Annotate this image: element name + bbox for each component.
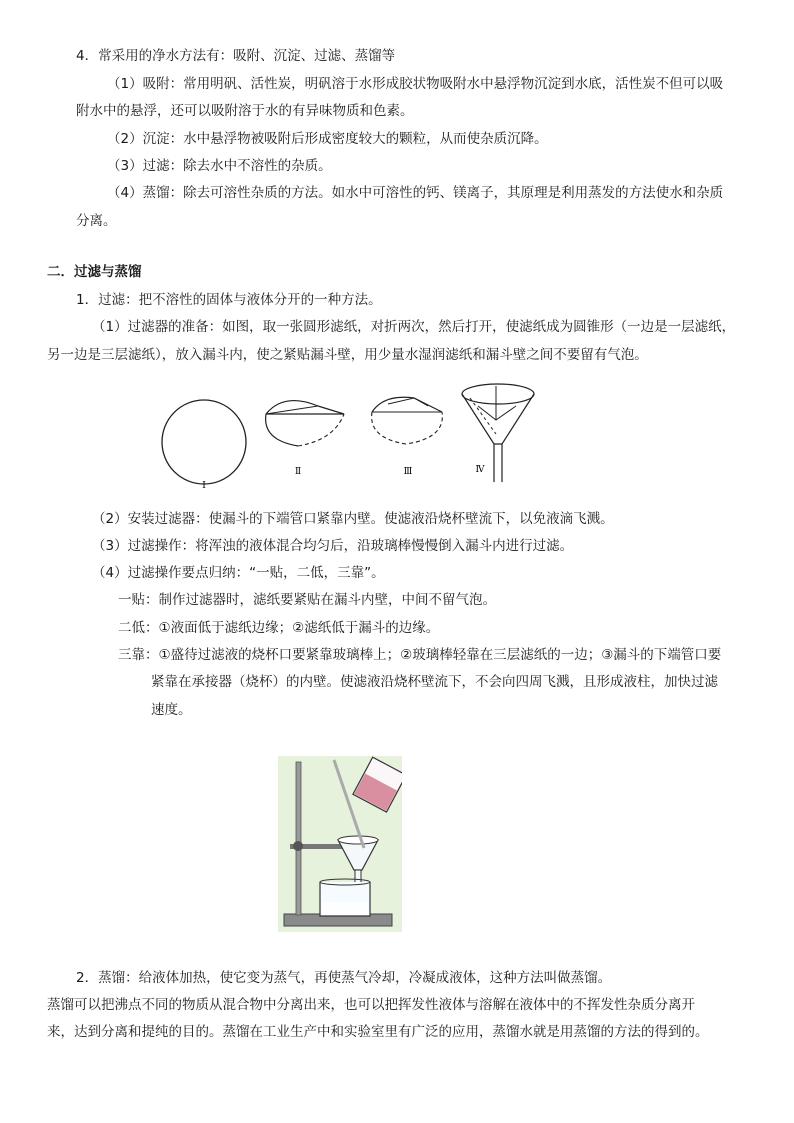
filtration-text: （3）过滤：除去水中不溶性的杂质。	[107, 158, 332, 174]
filtration-definition: 1．过滤：把不溶性的固体与液体分开的一种方法。	[76, 292, 382, 308]
distillation-line1: （4）蒸馏：除去可溶性杂质的方法。如水中可溶性的钙、镁离子，其原理是利用蒸发的方法使水和杂质	[107, 185, 724, 201]
distillation-definition: 2．蒸馏：给液体加热，使它变为蒸气，再使蒸气冷却，冷凝成液体，这种方法叫做蒸馏。	[76, 970, 612, 986]
install-filter-text: （2）安装过滤器：使漏斗的下端管口紧靠内壁。使滤液沿烧杯壁流下，以免液滴飞溅。	[92, 511, 614, 527]
figure-label-4: Ⅳ	[475, 465, 485, 475]
filter-summary-text: （4）过滤操作要点归纳：“一贴，二低，三靠”。	[92, 565, 385, 581]
yitie-text: 一贴：制作过滤器时，滤纸要紧贴在漏斗内壁，中间不留气泡。	[118, 592, 496, 608]
quarter-fold-paper	[372, 397, 443, 444]
distillation-para-line2: 来，达到分离和提纯的目的。蒸馏在工业生产中和实验室里有广泛的应用，蒸馏水就是用蒸馏的方法的得到的。	[47, 1024, 709, 1040]
adsorption-line1: （1）吸附：常用明矾、活性炭，明矾溶于水形成胶状物吸附水中悬浮物沉淀到水底，活性炭不但可以吸	[107, 76, 724, 92]
filter-prep-line1: （1）过滤器的准备：如图，取一张圆形滤纸，对折两次，然后打开，使滤纸成为圆锥形（一边是一层滤纸，	[92, 319, 736, 335]
section4-heading: 4．常采用的净水方法有：吸附、沉淀、过滤、蒸馏等	[76, 48, 396, 64]
erdi-text: 二低：①液面低于滤纸边缘；②滤纸低于漏斗的边缘。	[118, 620, 440, 636]
figure-label-3: Ⅲ	[403, 467, 413, 477]
sankao-line3: 速度。	[151, 702, 192, 718]
filtration-apparatus-figure	[278, 756, 402, 932]
stand-rod	[296, 762, 301, 915]
distillation-para-line1: 蒸馏可以把沸点不同的物质从混合物中分离出来，也可以把挥发性液体与溶解在液体中的不挥发性杂质分离开	[47, 997, 695, 1013]
funnel-with-paper	[462, 384, 534, 482]
sedimentation-text: （2）沉淀：水中悬浮物被吸附后形成密度较大的颗粒，从而使杂质沉降。	[107, 131, 548, 147]
filter-prep-line2: 另一边是三层滤纸），放入漏斗内，使之紧贴漏斗壁，用少量水湿润滤纸和漏斗壁之间不要留有气泡。	[47, 347, 648, 363]
clamp-knob	[293, 841, 303, 851]
folded-half-paper	[266, 401, 344, 446]
adsorption-line2: 附水中的悬浮，还可以吸附溶于水的有异味物质和色素。	[76, 103, 414, 119]
filter-paper-folding-figure	[158, 376, 548, 498]
sankao-line2: 紧靠在承接器（烧杯）的内壁。使滤液沿烧杯壁流下，不会向四周飞溅，且形成液柱，加快过滤	[151, 674, 718, 690]
filter-paper-circle	[162, 400, 246, 484]
filter-operation-text: （3）过滤操作：将浑浊的液体混合均匀后，沿玻璃棒慢慢倒入漏斗内进行过滤。	[92, 538, 574, 554]
figure-label-2: Ⅱ	[294, 467, 302, 477]
sankao-line1: 三靠：①盛待过滤液的烧杯口要紧靠玻璃棒上；②玻璃棒轻靠在三层滤纸的一边；③漏斗的下端管口要	[118, 647, 722, 663]
figure-label-1: Ⅰ	[202, 481, 206, 491]
distillation-line2: 分离。	[76, 213, 117, 229]
section-title: 二．过滤与蒸馏	[47, 264, 142, 280]
